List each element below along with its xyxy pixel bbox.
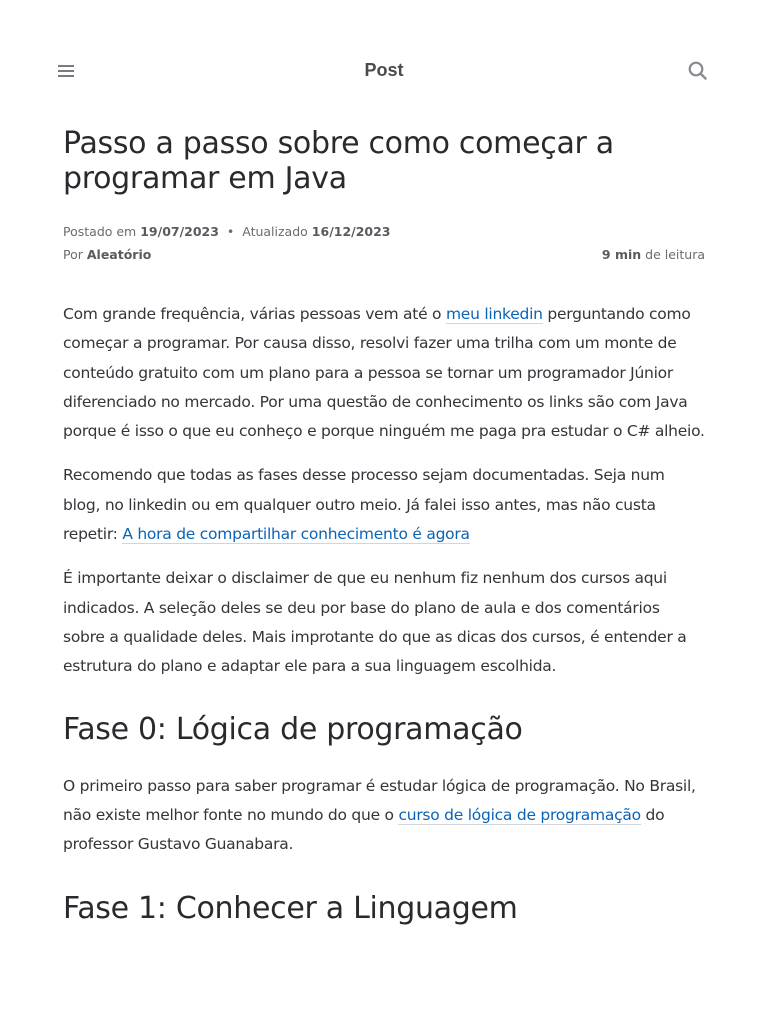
paragraph-text: O primeiro passo para saber programar é estudar lógica de programação. No Brasil, não existe melhor fonte no mundo do que o — [63, 776, 696, 824]
updated-date: 16/12/2023 — [311, 224, 391, 239]
section-heading-phase-1: Fase 1: Conhecer a Linguagem — [63, 891, 518, 927]
paragraph-text: Com grande frequência, várias pessoas vem até o — [63, 305, 446, 323]
top-bar — [0, 48, 768, 94]
paragraph-phase-0 — [63, 772, 705, 860]
post-meta — [63, 220, 705, 266]
author-line — [63, 243, 151, 266]
posted-label: Postado em — [63, 224, 137, 239]
section-heading-phase-0: Fase 0: Lógica de programação — [63, 711, 523, 747]
post-content — [63, 126, 705, 951]
paragraph-disclaimer: É importante deixar o disclaimer de que eu nenhum fiz nenhum dos cursos aqui indicados. A seleção deles se deu por base do plano de aula e dos comentários sobre a qualidade deles. Mais improtante do que as dicas dos cursos, é entender a estrutura do plano e adaptar ele para a sua linguagem escolhida. — [63, 569, 687, 676]
share-knowledge-link[interactable]: A hora de compartilhar conhecimento é agora — [122, 525, 470, 544]
read-time-label: de leitura — [645, 247, 705, 262]
paragraph-text: do professor Gustavo Guanabara. — [63, 805, 665, 854]
paragraph-recommend — [63, 461, 705, 549]
article-body — [63, 300, 705, 929]
paragraph-text: perguntando como começar a programar. Por causa disso, resolvi fazer uma trilha com um monte de conteúdo gratuito com um plano para a pessoa se tornar um programador Júnior diferenciado no mercado. Por uma questão de conhecimento os links são com Java porque é isso o que eu conheço e porque ninguém me paga pra estudar o C# alheio. — [63, 305, 705, 441]
logic-course-link[interactable]: curso de lógica de programação — [398, 805, 641, 824]
post-dates — [63, 220, 705, 243]
post-author-row — [63, 243, 705, 266]
posted-date: 19/07/2023 — [140, 224, 219, 239]
paragraph-text: Recomendo que todas as fases desse processo sejam documentadas. Seja num blog, no linkedin ou em qualquer outro meio. Já falei isso antes, mas não custa repetir: — [63, 466, 665, 544]
author-label: Por — [63, 247, 83, 262]
post-title: Passo a passo sobre como começar a programar em Java — [63, 126, 614, 196]
read-time — [602, 243, 705, 266]
search-icon[interactable] — [686, 59, 710, 83]
updated-label: Atualizado — [242, 224, 308, 239]
paragraph-intro — [63, 300, 705, 446]
read-time-value: 9 min — [601, 247, 642, 262]
page-title: Post — [364, 60, 404, 80]
meta-separator: • — [226, 224, 235, 239]
author-name: Aleatório — [86, 247, 152, 262]
linkedin-link[interactable]: meu linkedin — [445, 305, 543, 323]
